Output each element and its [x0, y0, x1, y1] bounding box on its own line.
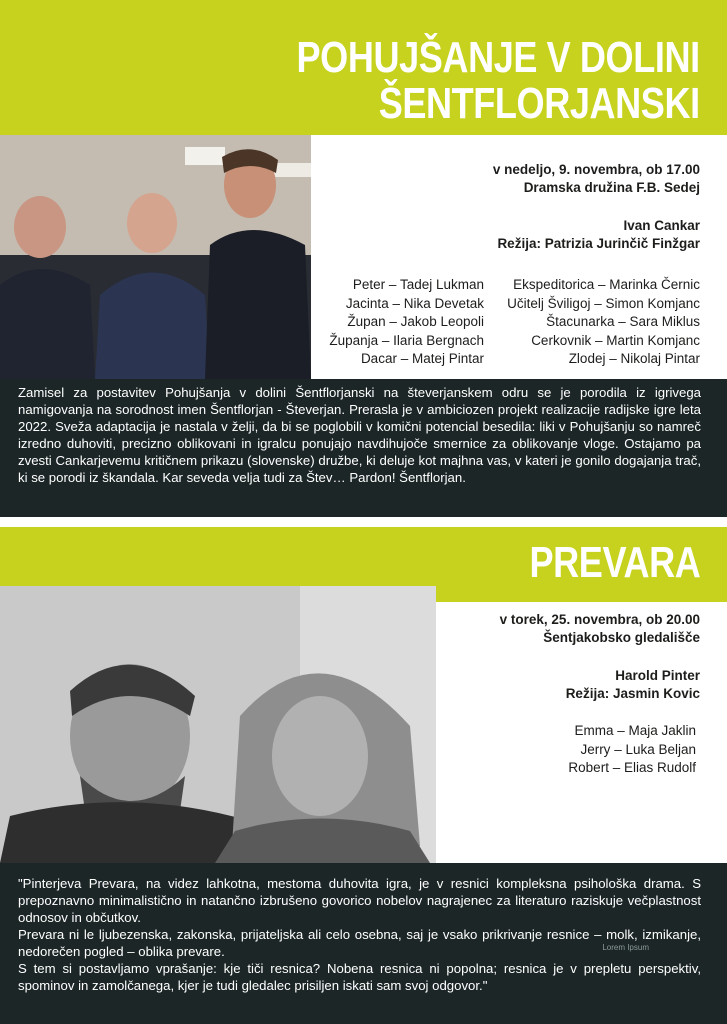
show-1-credits [497, 217, 700, 253]
show-2-cast [568, 722, 696, 778]
cast-member: Učitelj Šviligoj – Simon Komjanc [507, 295, 700, 311]
show-2-credits [566, 667, 700, 703]
cast-member: Cerkovnik – Martin Komjanc [531, 332, 700, 348]
show-1-author: Ivan Cankar [623, 218, 700, 233]
show-2-company: Šentjakobsko gledališče [543, 630, 700, 645]
show-1-description: Zamisel za postavitev Pohujšanja v dolini Šentflorjanski na števerjanskem odru se je porodila iz igrivega namigovanja na sorodnost imen Šentflorjan - Števerjan. Prerasla je v ambiciozen projekt realizacije radijske igre leta 2022. Sveža adaptacija je nastala v želji, da bi se poglobili v komični potencial besedila: liki v Pohujšanju so namreč izredno duhoviti, precizno oblikovani in igralcu ponujajo navdihujoče smernice za oblikovanje vloge. Ostajamo pa zvesti Cankarjevemu kritičnem prikazu (slovenske) družbe, ki deluje kot majhna vas, v kateri je gonilo dogajanja trač, ki se porodi iz škandala. Kar seveda velja tudi za Štev… Pardon! Šentflorjan. [0, 379, 727, 517]
show-2-photo [0, 586, 436, 863]
show-1-director: Režija: Patrizia Jurinčič Finžgar [497, 236, 700, 251]
show-1-info [493, 161, 700, 197]
show-2-title: PREVARA [529, 538, 700, 587]
cast-member: Jerry – Luka Beljan [580, 741, 696, 757]
description-paragraph: Prevara ni le ljubezenska, zakonska, prijateljska ali celo osebna, saj je vsako prikrivanje resnice – molk, izmikanje, nedorečen pogled – oblika prevare. [18, 927, 701, 959]
cast-member: Ekspeditorica – Marinka Černic [513, 277, 700, 292]
cast-member: Štacunarka – Sara Miklus [546, 314, 700, 329]
cast-member: Županja – Ilaria Bergnach [329, 332, 484, 348]
show-1-title [297, 35, 700, 127]
show-1-title-line-2: ŠENTFLORJANSKI [378, 79, 700, 128]
cast-member: Jacinta – Nika Devetak [345, 295, 484, 311]
show-2-director: Režija: Jasmin Kovic [565, 686, 700, 701]
show-1-company: Dramska družina F.B. Sedej [523, 180, 700, 195]
cast-member: Župan – Jakob Leopoli [347, 314, 484, 329]
show-2-info [500, 611, 700, 647]
show-1-photo-illustration [0, 135, 311, 379]
show-1-date: v nedeljo, 9. novembra, ob 17.00 [492, 162, 700, 177]
description-paragraph: "Pinterjeva Prevara, na videz lahkotna, mestoma duhovita igra, je v resnici kompleksna psihološka drama. S prepoznavno minimalistično in natančno izbrušeno govorico nobelov nagrajenec za literaturo raziskuje večplastnost odnosov in občutkov. [18, 876, 701, 925]
cast-member: Peter – Tadej Lukman [352, 277, 484, 292]
show-1-cast-left [329, 276, 484, 369]
show-1-title-line-1: POHUJŠANJE V DOLINI [296, 33, 700, 82]
show-2-date: v torek, 25. novembra, ob 20.00 [499, 612, 700, 627]
show-1-photo [0, 135, 311, 379]
cast-member: Zlodej – Nikolaj Pintar [568, 351, 700, 366]
cast-member: Dacar – Matej Pintar [360, 351, 484, 366]
description-paragraph: S tem si postavljamo vprašanje: kje tiči resnica? Nobena resnica ni popolna; resnica je v prepletu perspektiv, spominov in zamolčanega, kjer je tudi gledalec prisiljen iskati sam svoj odgovor." [18, 961, 701, 993]
cast-member: Emma – Maja Jaklin [574, 723, 696, 738]
cast-member: Robert – Elias Rudolf [568, 760, 696, 775]
show-2-author: Harold Pinter [615, 668, 700, 683]
show-1-cast-right [507, 276, 700, 369]
watermark-text: Lorem Ipsum [602, 943, 649, 952]
show-2-photo-illustration [0, 586, 436, 863]
